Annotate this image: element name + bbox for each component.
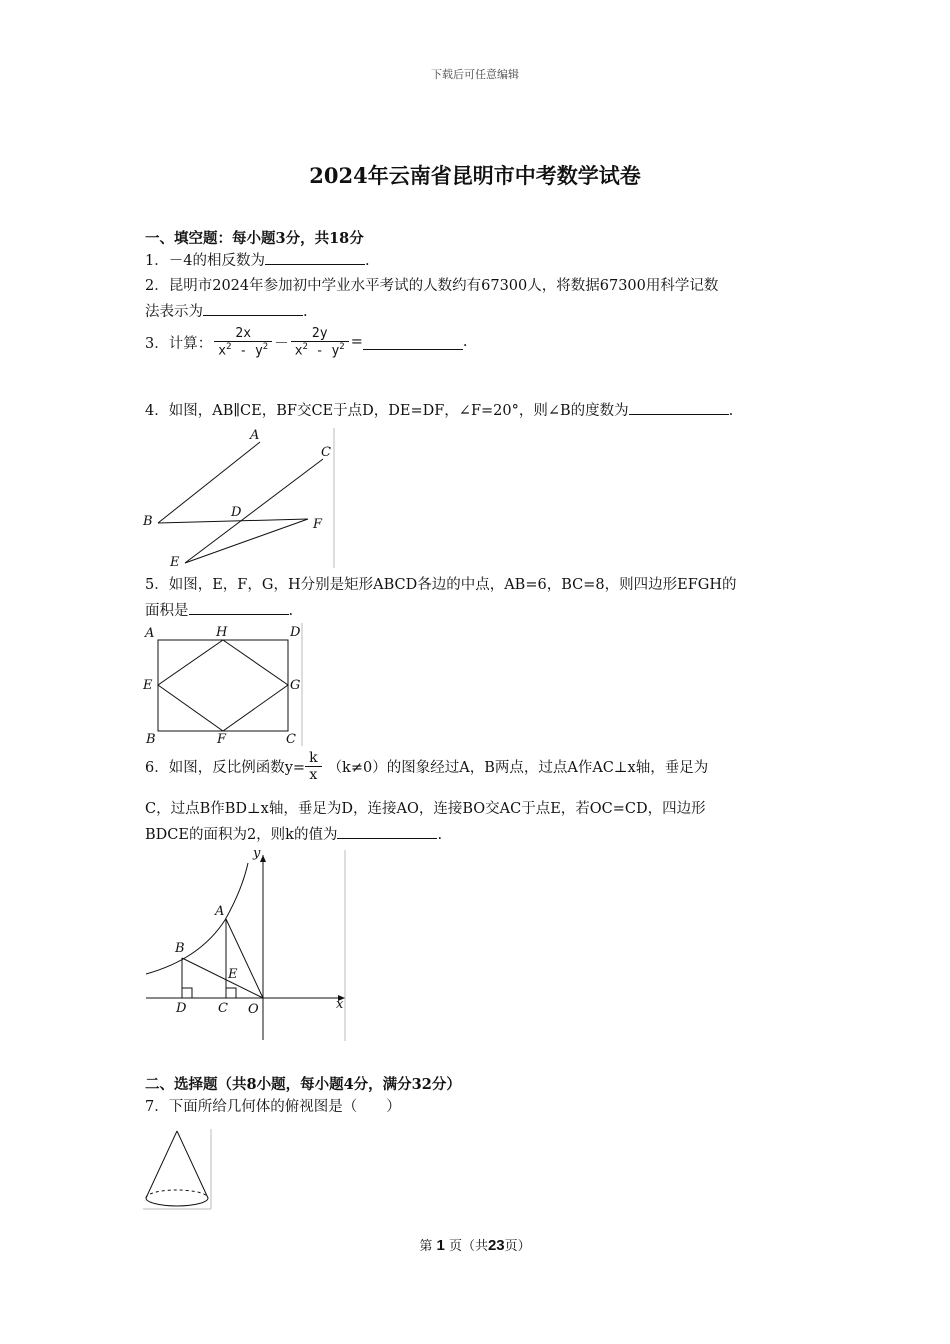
label-y: y <box>253 846 261 861</box>
fraction-2-numerator: 2y <box>291 326 349 342</box>
figure-cone <box>140 1127 215 1215</box>
fraction-2-denominator: $x^2 - y^2$ <box>294 342 345 359</box>
question-2-text: 法表示为 <box>145 304 203 320</box>
fraction-k-over-x <box>305 750 321 783</box>
question-1: 1．－4的相反数为 . <box>145 250 370 271</box>
page-footer: 第 1 页（共23页） <box>419 1237 531 1254</box>
section-heading-fill-in: 一、填空题：每小题3分，共18分 <box>145 230 364 247</box>
label-d: D <box>231 505 242 520</box>
page-title: 2024年云南省昆明市中考数学试卷 <box>309 163 641 188</box>
question-5-text: 面积是 <box>145 603 189 619</box>
label-h: H <box>216 625 228 640</box>
figure-q4 <box>140 425 340 570</box>
label-a: A <box>215 904 225 919</box>
answer-blank[interactable] <box>629 400 729 415</box>
label-c: C <box>321 445 331 460</box>
figure-q6 <box>140 845 355 1045</box>
question-7: 7．下面所给几何体的俯视图是（ ） <box>145 1099 401 1115</box>
question-5-line-2: 面积是 . <box>145 600 293 621</box>
page-number: 1 <box>436 1237 445 1254</box>
question-6-line-2: C，过点B作BD⊥x轴，垂足为D，连接AO，连接BO交AC于点E，若OC=CD，四边形 <box>145 801 706 817</box>
label-e: E <box>170 555 180 570</box>
fraction-1-numerator: 2x <box>214 326 272 342</box>
answer-blank[interactable] <box>203 301 303 316</box>
answer-blank[interactable] <box>337 824 437 839</box>
answer-blank[interactable] <box>265 250 365 265</box>
figure-q5 <box>140 620 310 748</box>
answer-blank[interactable] <box>189 600 289 615</box>
label-b: B <box>143 514 153 529</box>
label-g: G <box>290 678 301 693</box>
label-c: C <box>286 732 296 747</box>
label-o: O <box>248 1002 259 1017</box>
question-3-text: 3．计算： <box>145 335 213 352</box>
fraction-2 <box>291 326 349 358</box>
question-6-text: 6．如图，反比例函数y= <box>145 760 306 776</box>
minus-sign: － <box>274 335 289 352</box>
question-5-line-1: 5．如图，E，F，G，H分别是矩形ABCD各边的中点，AB=6，BC=8，则四边形EFGH的 <box>145 577 737 593</box>
label-c: C <box>218 1001 228 1016</box>
label-b: B <box>175 941 185 956</box>
equals-sign: = <box>350 334 363 351</box>
question-6-line-3: BDCE的面积为2，则k的值为 . <box>145 824 442 845</box>
page-header: 下载后可任意编辑 <box>431 68 519 81</box>
total-pages: 23 <box>487 1237 505 1254</box>
label-e: E <box>143 678 153 693</box>
answer-blank[interactable] <box>363 335 463 350</box>
label-d: D <box>290 625 301 640</box>
fraction-1-denominator: $x^2 - y^2$ <box>218 342 269 359</box>
question-6-text-cont: （k≠0）的图象经过A，B两点，过点A作AC⊥x轴，垂足为 <box>327 760 709 776</box>
fraction-denominator: x <box>309 767 318 783</box>
question-1-text: 1．－4的相反数为 <box>145 253 265 269</box>
label-f: F <box>217 732 227 747</box>
label-e: E <box>228 967 238 982</box>
label-d: D <box>176 1001 187 1016</box>
question-4-text: 4．如图，AB∥CE，BF交CE于点D，DE=DF，∠F=20°，则∠B的度数为 <box>145 403 629 419</box>
question-6-text-end: BDCE的面积为2，则k的值为 <box>145 827 338 843</box>
section-heading-multiple-choice: 二、选择题（共8小题，每小题4分，满分32分） <box>145 1076 461 1093</box>
question-2-line-2: 法表示为 . <box>145 301 308 322</box>
label-a: A <box>145 626 155 641</box>
label-x: x <box>336 997 344 1012</box>
label-a: A <box>250 428 260 443</box>
fraction-numerator: k <box>305 750 321 767</box>
question-2-line-1: 2．昆明市2024年参加初中学业水平考试的人数约有67300人，将数据67300用科学记数 <box>145 278 719 294</box>
question-3: 3．计算： $\frac{2x}{x^2 - y^2}$ － $\frac{2y}{x^2 - y^2}$ = . <box>145 326 468 359</box>
label-b: B <box>146 732 156 747</box>
fraction-1 <box>214 326 272 358</box>
question-6-line-1 <box>145 750 708 783</box>
question-4: 4．如图，AB∥CE，BF交CE于点D，DE=DF，∠F=20°，则∠B的度数为 . <box>145 400 733 421</box>
label-f: F <box>313 517 323 532</box>
